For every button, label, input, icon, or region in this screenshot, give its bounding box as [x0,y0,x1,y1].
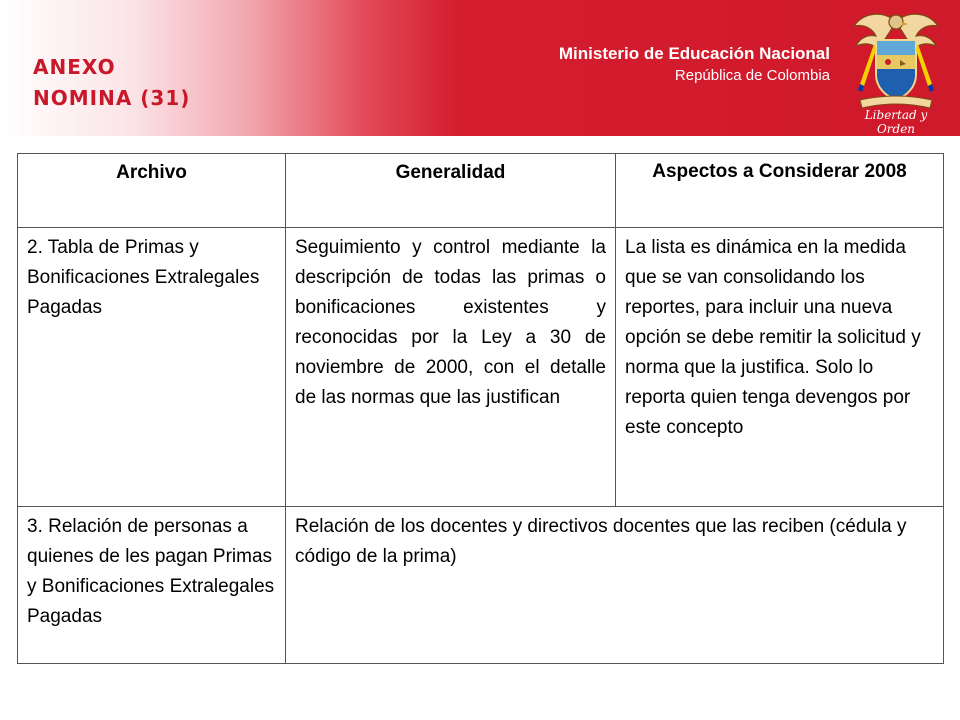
cell-generalidad: Seguimiento y control mediante la descripción de todas las primas o bonificaciones existentes y reconocidas por la Ley a 30 de noviembre de 2000, con el detalle de las normas que las justifican [286,228,616,507]
motto-text: Libertad y Orden [864,108,928,136]
column-header-generalidad: Generalidad [286,154,616,228]
cell-archivo: 2. Tabla de Primas y Bonificaciones Extralegales Pagadas [18,228,286,507]
column-header-archivo: Archivo [18,154,286,228]
column-header-aspectos: Aspectos a Considerar 2008 [616,154,944,228]
table-header-row [18,154,944,228]
cell-aspectos: La lista es dinámica en la medida que se van consolidando los reportes, para incluir una nueva opción se debe remitir la solicitud y norma que la justifica. Solo lo reporta quien tenga devengos por este concepto [616,228,944,507]
table-row [18,228,944,507]
cell-archivo: 3. Relación de personas a quienes de les pagan Primas y Bonificaciones Extralegales Pagadas [18,507,286,664]
annex-number: NOMINA (31) [33,86,191,110]
annex-table [17,153,944,664]
cell-descripcion: Relación de los docentes y directivos docentes que las reciben (cédula y código de la prima) [286,507,944,664]
annex-label: ANEXO [33,55,116,79]
table-row [18,507,944,664]
ministry-country: República de Colombia [674,67,830,84]
ministry-block [559,42,830,86]
page-title [33,52,190,114]
ministry-name: Ministerio de Educación Nacional [558,44,830,63]
